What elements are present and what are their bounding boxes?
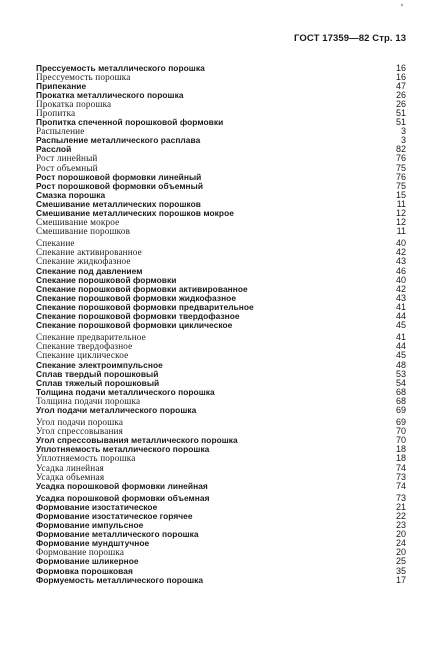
index-page-number: 46 xyxy=(395,265,406,276)
index-page-number: 26 xyxy=(395,99,406,110)
index-term: Распыление металлического расплава xyxy=(36,135,201,146)
index-page-number: 11 xyxy=(396,225,406,236)
index-page-number: 69 xyxy=(395,404,406,415)
index-term: Угол спрессовывания xyxy=(36,426,123,437)
index-term: Спекание электроимпульсное xyxy=(36,359,163,370)
index-page-number: 76 xyxy=(395,171,406,182)
index-term: Спекание порошковой формовки xyxy=(36,274,177,285)
index-term: Толщина подачи металлического порошка xyxy=(36,386,215,397)
index-page-number: 23 xyxy=(395,520,406,531)
index-entry xyxy=(36,136,406,145)
index-page-number: 15 xyxy=(395,189,406,200)
index-page-number: 44 xyxy=(395,310,406,321)
index-term: Формовка порошковая xyxy=(36,565,133,576)
index-page-number: 45 xyxy=(395,350,406,361)
index-term: Усадка порошковой формовки объемная xyxy=(36,493,210,504)
index-page-number: 45 xyxy=(395,319,406,330)
edge-mark: ' xyxy=(401,3,403,14)
index-page-number: 47 xyxy=(395,81,406,92)
index-page-number: 40 xyxy=(395,274,406,285)
index-term: Прессуемость металлического порошка xyxy=(36,63,205,73)
index-page-number: 70 xyxy=(395,426,406,437)
page-header xyxy=(294,33,406,44)
index-page-number: 69 xyxy=(395,417,406,428)
index-page-number: 21 xyxy=(395,502,406,513)
index-entry xyxy=(36,118,406,127)
index-page-number: 16 xyxy=(395,63,406,73)
index-entry xyxy=(36,482,406,491)
index-term: Формование изостатическое xyxy=(36,502,158,513)
index-page-number: 73 xyxy=(395,471,406,482)
index-term: Смешивание порошков xyxy=(36,225,131,236)
index-term: Припекание xyxy=(36,81,87,92)
index-page-number: 18 xyxy=(395,453,406,464)
index-page-number: 35 xyxy=(395,565,406,576)
index-page-number: 17 xyxy=(395,574,406,585)
index-term: Рост линейный xyxy=(36,153,98,164)
index-term: Усадка порошковой формовки линейная xyxy=(36,480,208,491)
index-page-number: 43 xyxy=(395,292,406,303)
index-page-number: 16 xyxy=(395,72,406,83)
index-page-number: 74 xyxy=(395,480,406,491)
index-page-number: 41 xyxy=(395,301,406,312)
index-term: Смешивание металлических порошков xyxy=(36,198,201,209)
index-page-number: 24 xyxy=(395,538,406,549)
index-page-number: 20 xyxy=(395,547,406,558)
index-page-number: 68 xyxy=(395,386,406,397)
index-term: Спекание порошковой формовки активированное xyxy=(36,283,248,294)
index-term: Спекание xyxy=(36,238,75,249)
index-term: Формование изостатическое горячее xyxy=(36,511,193,522)
index-page-number: 22 xyxy=(395,511,406,522)
index-term: Рост порошковой формовки объемный xyxy=(36,180,204,191)
index-term: Рост объемный xyxy=(36,162,98,173)
index-term: Прессуемость порошка xyxy=(36,72,131,83)
index-entry xyxy=(36,406,406,415)
index-page-number: 51 xyxy=(395,108,406,119)
index-entry xyxy=(36,227,406,236)
index-page-number: 3 xyxy=(400,126,406,137)
index-page-number: 73 xyxy=(395,493,406,504)
index-page-number: 74 xyxy=(395,462,406,473)
index-entry xyxy=(36,73,406,82)
index-term: Уплотняемость металлического порошка xyxy=(36,444,210,455)
page-number: Стр. 13 xyxy=(372,33,407,44)
index-term: Спекание предварительное xyxy=(36,332,146,343)
index-term: Спекание твердофазное xyxy=(36,341,133,352)
index-page-number: 25 xyxy=(395,556,406,567)
index-term: Спекание порошковой формовки предварительное xyxy=(36,301,254,312)
index-term: Пропитка xyxy=(36,108,76,119)
index-page-number: 42 xyxy=(395,283,406,294)
index-term: Формование шликерное xyxy=(36,556,139,567)
index-term: Прокатка порошка xyxy=(36,99,112,110)
index-term: Смазка порошка xyxy=(36,189,106,200)
index-term: Распыление xyxy=(36,126,85,137)
index-term: Смешивание металлических порошков мокрое xyxy=(36,207,234,218)
index-page-number: 11 xyxy=(396,198,406,209)
index-page-number: 53 xyxy=(395,368,406,379)
index-page-number: 41 xyxy=(395,332,406,343)
index-term: Угол подачи металлического порошка xyxy=(36,404,197,415)
index-term: Усадка линейная xyxy=(36,462,104,473)
index-page-number: 3 xyxy=(400,135,406,146)
index-term: Усадка объемная xyxy=(36,471,105,482)
index-page-number: 26 xyxy=(395,90,406,101)
index-term: Формование порошка xyxy=(36,547,125,558)
index-page-number: 51 xyxy=(395,117,406,128)
index-term: Спекание под давлением xyxy=(36,265,143,276)
index-list xyxy=(36,64,406,585)
index-term: Толщина подачи порошка xyxy=(36,395,141,406)
index-term: Сплав тяжелый порошковый xyxy=(36,377,160,388)
index-page-number: 75 xyxy=(395,162,406,173)
index-page-number: 54 xyxy=(395,377,406,388)
index-term: Угол спрессовывания металлического порошка xyxy=(36,435,238,446)
index-entry xyxy=(36,321,406,330)
index-page-number: 12 xyxy=(395,216,406,227)
index-term: Формование металлического порошка xyxy=(36,529,199,540)
index-term: Угол подачи порошка xyxy=(36,417,124,428)
index-page-number: 68 xyxy=(395,395,406,406)
index-page-number: 44 xyxy=(395,341,406,352)
index-page-number: 70 xyxy=(395,435,406,446)
index-term: Прокатка металлического порошка xyxy=(36,90,184,101)
standard-number: ГОСТ 17359—82 xyxy=(294,33,370,44)
index-term: Рост порошковой формовки линейный xyxy=(36,171,202,182)
index-term: Спекание активированное xyxy=(36,247,142,258)
index-term: Спекание жидкофазное xyxy=(36,256,131,267)
index-page-number: 75 xyxy=(395,180,406,191)
index-entry xyxy=(36,576,406,585)
index-term: Формование импульсное xyxy=(36,520,144,531)
index-term: Уплотняемость порошка xyxy=(36,453,136,464)
index-term: Спекание порошковой формовки твердофазное xyxy=(36,310,240,321)
index-term: Смешивание мокрое xyxy=(36,216,120,227)
index-term: Сплав твердый порошковый xyxy=(36,368,159,379)
index-page-number: 82 xyxy=(395,144,406,155)
index-term: Формуемость металлического порошка xyxy=(36,574,204,585)
index-page-number: 43 xyxy=(395,256,406,267)
index-term: Спекание порошковой формовки жидкофазное xyxy=(36,292,237,303)
index-page-number: 42 xyxy=(395,247,406,258)
index-page-number: 40 xyxy=(395,238,406,249)
index-page-number: 18 xyxy=(395,444,406,455)
index-page-number: 48 xyxy=(395,359,406,370)
index-page-number: 76 xyxy=(395,153,406,164)
index-page-number: 20 xyxy=(395,529,406,540)
index-term: Пропитка спеченной порошковой формовки xyxy=(36,117,224,128)
index-term: Спекание порошковой формовки циклическое xyxy=(36,319,233,330)
index-term: Расслой xyxy=(36,144,72,155)
index-page-number: 12 xyxy=(395,207,406,218)
index-term: Формование мундштучное xyxy=(36,538,150,549)
index-entry xyxy=(36,100,406,109)
index-term: Спекание циклическое xyxy=(36,350,129,361)
